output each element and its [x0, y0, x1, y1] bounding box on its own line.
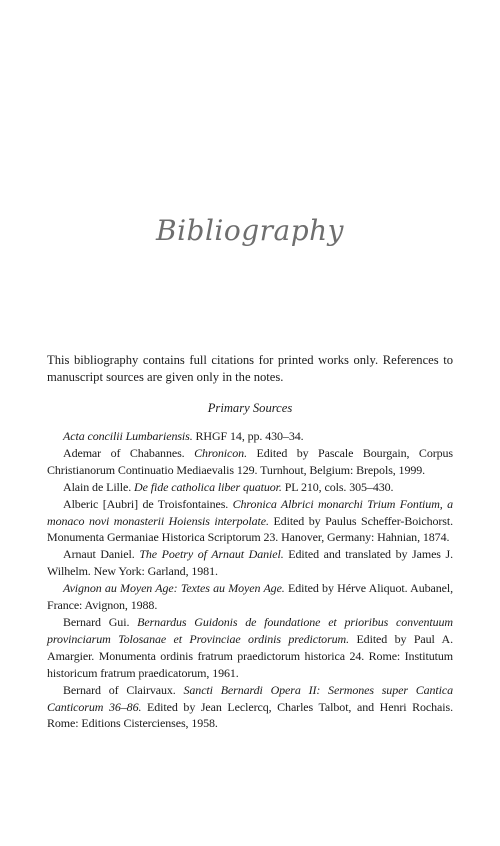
entry-details: Edited by Hérve Aliquot. Aubanel, France: Avignon, 1988.	[47, 581, 453, 613]
entry-title: Avignon au Moyen Age: Textes au Moyen Age.	[63, 581, 285, 596]
entry-author: Arnaut Daniel.	[63, 547, 140, 562]
bibliography-entry	[47, 580, 453, 614]
entry-details: Edited by Paulus Scheffer-Boichorst. Monumenta Germaniae Historica Scriptorum 23. Hanover, Germany: Hahnian, 1874.	[47, 513, 453, 545]
entry-list	[47, 428, 453, 732]
entry-author: Alberic [Aubri] de Troisfontaines.	[63, 496, 233, 511]
section-heading: Primary Sources	[207, 401, 293, 415]
entry-title: The Poetry of Arnaut Daniel.	[139, 547, 284, 562]
entry-author: Bernard of Clairvaux.	[63, 682, 184, 697]
entry-author: Alain de Lille.	[63, 479, 135, 494]
bibliography-entry	[47, 682, 453, 733]
bibliography-entry	[47, 445, 453, 479]
entry-title: De fide catholica liber quatuor.	[134, 479, 282, 494]
bibliography-entry	[47, 496, 453, 547]
entry-title: Chronicon.	[194, 445, 247, 460]
entry-details: PL 210, cols. 305–430.	[281, 479, 394, 494]
entry-details: RHGF 14, pp. 430–34.	[192, 429, 304, 443]
entry-details: Edited by Paul A. Amargier. Monumenta ordinis fratrum praedictorum historica 24. Rome: Institutum historicum fratrum praedicatorum, 1961.	[47, 631, 453, 680]
bibliography-entry	[47, 546, 453, 580]
entry-details: Edited and translated by James J. Wilhelm. New York: Garland, 1981.	[47, 547, 453, 579]
intro-paragraph: This bibliography contains full citations for printed works only. References to manuscript sources are given only in the notes.	[47, 353, 453, 384]
chapter-title: Bibliography	[156, 214, 344, 247]
entry-title: Chronica Albrici monarchi Trium Fontium, a monaco novi monasterii Hoiensis interpolate.	[47, 496, 453, 528]
bibliography-body	[47, 352, 453, 732]
entry-details: Edited by Pascale Bourgain, Corpus Christianorum Continuatio Mediaevalis 129. Turnhout, Belgium: Brepols, 1999.	[47, 445, 454, 477]
entry-title: Acta concilii Lumbariensis.	[63, 429, 193, 443]
entry-title: Sancti Bernardi Opera II: Sermones super Cantica Canticorum 36–86.	[47, 682, 453, 714]
bibliography-entry	[47, 614, 453, 682]
entry-title: Bernardus Guidonis de foundatione et prioribus conventuum provinciarum Tolosanae et Provinciae ordinis predictorum.	[47, 614, 453, 646]
entry-author: Ademar of Chabannes.	[63, 445, 195, 460]
entry-details: Edited by Jean Leclercq, Charles Talbot, and Henri Rochais. Rome: Editions Cistercienses, 1958.	[47, 699, 453, 731]
entry-author: Bernard Gui.	[63, 614, 138, 629]
bibliography-entry	[47, 479, 453, 496]
bibliography-entry	[47, 428, 453, 445]
